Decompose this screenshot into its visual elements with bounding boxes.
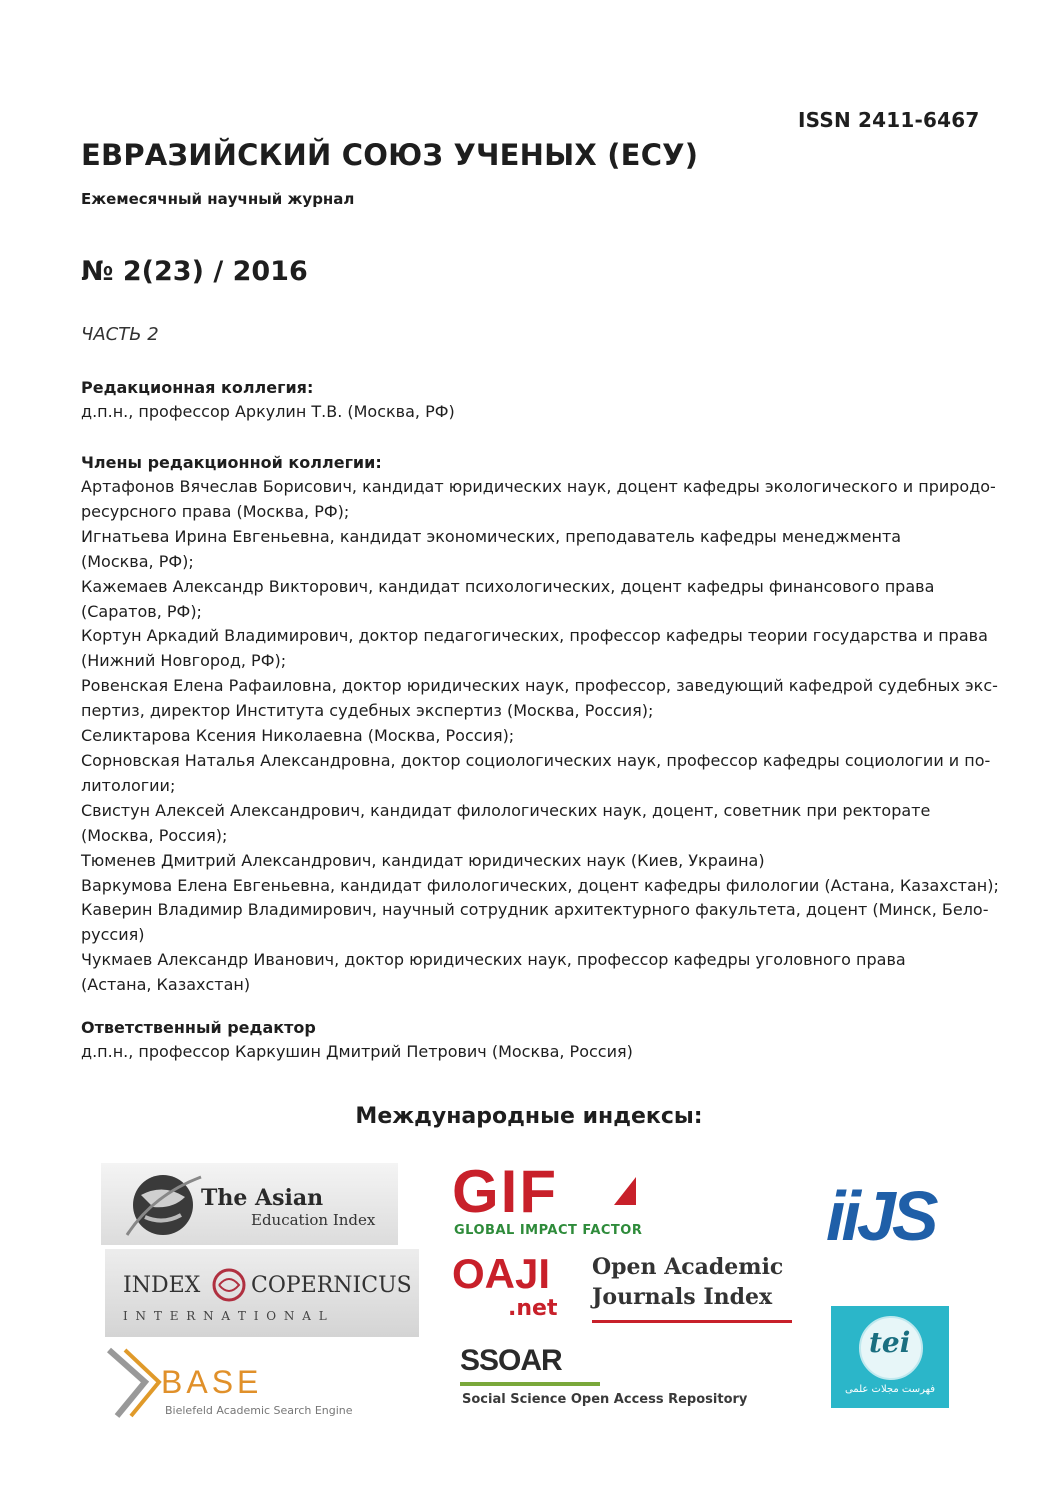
copernicus-right: COPERNICUS — [251, 1273, 412, 1298]
part-label: ЧАСТЬ 2 — [81, 324, 159, 345]
member-line: Селиктарова Ксения Николаевна (Москва, Россия); — [81, 726, 515, 746]
tei-caption: فهرست مجلات علمی — [844, 1384, 936, 1395]
asian-line2: Education Index — [251, 1211, 376, 1229]
iijs-logo — [826, 1180, 952, 1266]
oaji-mark: OAJI — [452, 1252, 551, 1297]
base-logo — [105, 1346, 405, 1426]
oaji-line1: Open Academic — [592, 1254, 784, 1280]
member-line: (Москва, Россия); — [81, 825, 228, 845]
index-copernicus-logo — [105, 1249, 419, 1337]
gif-arrow-icon — [610, 1171, 640, 1211]
member-line: Тюменев Дмитрий Александрович, кандидат юридических наук (Киев, Украина) — [81, 850, 765, 870]
member-line: ресурсного права (Москва, РФ); — [81, 501, 350, 521]
issue-number: № 2(23) / 2016 — [81, 256, 308, 287]
member-line: литологии; — [81, 775, 176, 795]
board-members-heading: Члены редакционной коллегии: — [81, 453, 382, 472]
editorial-board-chief: д.п.н., профессор Аркулин Т.В. (Москва, РФ) — [81, 402, 455, 421]
board-members — [81, 451, 999, 998]
member-line: Каверин Владимир Владимирович, научный сотрудник архитектурного факультета, доцент (Минск, Бело- — [81, 900, 989, 920]
member-line: Кажемаев Александр Викторович, кандидат психологических, доцент кафедры финансового права — [81, 576, 935, 596]
responsible-editor-heading: Ответственный редактор — [81, 1018, 316, 1037]
copernicus-left: INDEX — [123, 1273, 201, 1298]
member-line: (Нижний Новгород, РФ); — [81, 651, 287, 671]
member-line: Игнатьева Ирина Евгеньевна, кандидат экономических, преподаватель кафедры менеджмента — [81, 526, 902, 546]
member-line: Чукмаев Александр Иванович, доктор юридических наук, профессор кафедры уголовного права — [81, 950, 906, 970]
responsible-editor — [81, 1016, 633, 1065]
base-arrow-icon — [105, 1346, 165, 1422]
copernicus-bottom: I N T E R N A T I O N A L — [123, 1309, 329, 1323]
member-line: (Москва, РФ); — [81, 551, 194, 571]
gif-caption: GLOBAL IMPACT FACTOR — [454, 1223, 643, 1238]
ssoar-bar — [460, 1382, 600, 1386]
member-line: (Астана, Казахстан) — [81, 975, 251, 995]
global-impact-factor-logo — [452, 1163, 692, 1245]
journal-title: ЕВРАЗИЙСКИЙ СОЮЗ УЧЕНЫХ (ЕСУ) — [81, 138, 699, 172]
tei-logo — [831, 1306, 949, 1408]
member-line: Свистун Алексей Александрович, кандидат филологических наук, доцент, советник при ректорате — [81, 800, 931, 820]
asian-education-index-logo — [101, 1163, 398, 1245]
editorial-board — [81, 376, 455, 425]
oaji-logo — [452, 1252, 797, 1332]
base-caption: Bielefeld Academic Search Engine — [165, 1404, 353, 1417]
iijs-mark: iiJS — [826, 1180, 935, 1255]
member-line: руссия) — [81, 925, 145, 945]
globe-icon — [123, 1165, 203, 1245]
ssoar-mark: SSOAR — [460, 1344, 562, 1377]
base-mark: BASE — [161, 1364, 263, 1400]
member-line: Сорновская Наталья Александровна, доктор социологических наук, профессор кафедры социологии и по- — [81, 750, 991, 770]
ssoar-caption: Social Science Open Access Repository — [462, 1392, 748, 1407]
ssoar-logo — [460, 1344, 760, 1418]
copernicus-emblem-icon — [211, 1267, 247, 1303]
journal-subtitle: Ежемесячный научный журнал — [81, 190, 355, 208]
member-line: Ровенская Елена Рафаиловна, доктор юридических наук, профессор, заведующий кафедрой судебных экс- — [81, 676, 998, 696]
member-line: (Саратов, РФ); — [81, 601, 202, 621]
asian-line1: The Asian — [201, 1185, 324, 1211]
indexes-heading: Международные индексы: — [355, 1104, 703, 1129]
oaji-underline — [592, 1320, 792, 1323]
gif-mark: GIF — [452, 1163, 558, 1225]
responsible-editor-name: д.п.н., профессор Каркушин Дмитрий Петрович (Москва, Россия) — [81, 1042, 633, 1061]
oaji-sub: .net — [508, 1296, 558, 1321]
member-line: Артафонов Вячеслав Борисович, кандидат юридических наук, доцент кафедры экологического и природо- — [81, 477, 996, 496]
member-line: Кортун Аркадий Владимирович, доктор педагогических, профессор кафедры теории государства и права — [81, 626, 988, 646]
editorial-board-heading: Редакционная коллегия: — [81, 378, 314, 397]
issn: ISSN 2411-6467 — [798, 108, 980, 132]
member-line: пертиз, директор Института судебных экспертиз (Москва, Россия); — [81, 701, 654, 721]
member-line: Варкумова Елена Евгеньевна, кандидат филологических, доцент кафедры филологии (Астана, Казахстан); — [81, 875, 999, 895]
tei-mark: tei — [869, 1326, 911, 1359]
oaji-line2: Journals Index — [592, 1284, 773, 1310]
